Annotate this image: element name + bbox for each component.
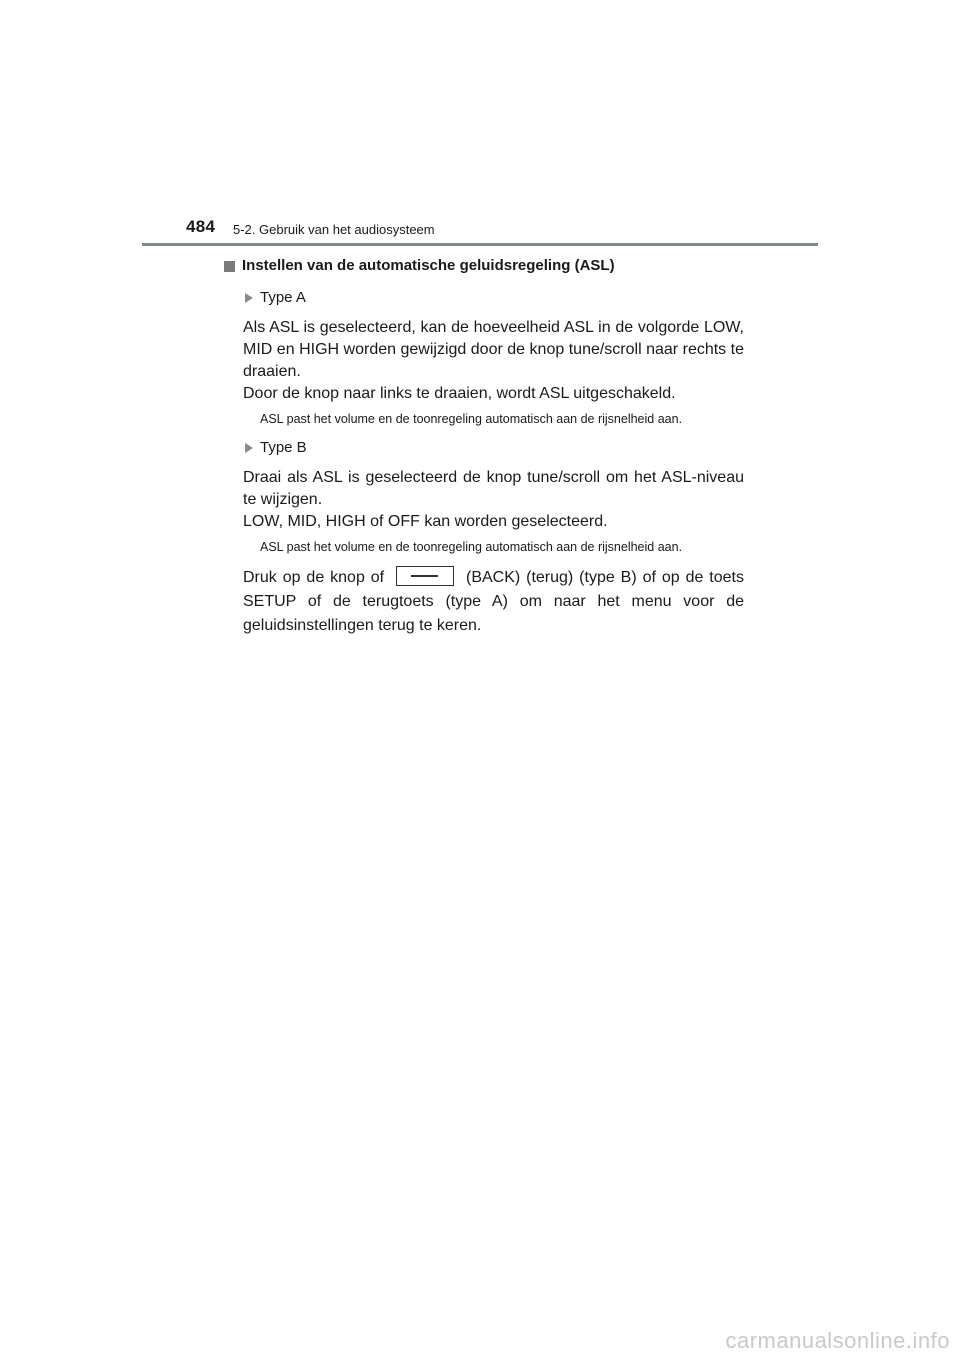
type-b-paragraph bbox=[243, 467, 744, 533]
type-a-label-text: Type A bbox=[260, 289, 306, 306]
type-a-paragraph-line: Als ASL is geselecteerd, kan de hoeveelheid ASL in de volgorde LOW, MID en HIGH worden gewijzigd door de knop tune/scroll naar rechts te draaien. bbox=[243, 319, 744, 380]
type-a-note: ASL past het volume en de toonregeling automatisch aan de rijsnelheid aan. bbox=[260, 412, 683, 426]
type-b-paragraph-line: Draai als ASL is geselecteerd de knop tune/scroll om het ASL-niveau te wijzigen. bbox=[243, 469, 744, 508]
type-b-paragraph-line: LOW, MID, HIGH of OFF kan worden geselecteerd. bbox=[243, 513, 608, 530]
page-header bbox=[0, 0, 960, 250]
section-heading-text: Instellen van de automatische geluidsregeling (ASL) bbox=[242, 257, 615, 274]
final-paragraph-start: Druk op de knop of bbox=[243, 569, 385, 586]
section-title: 5-2. Gebruik van het audiosysteem bbox=[233, 222, 435, 237]
main-content bbox=[224, 256, 744, 638]
final-paragraph bbox=[243, 566, 744, 638]
type-a-paragraph bbox=[243, 317, 744, 405]
triangle-arrow-icon bbox=[245, 443, 253, 453]
final-paragraph-end: (BACK) (terug) (type B) of op de toets SETUP of de terugtoets (type A) om naar het menu voor de geluidsinstellingen terug te keren. bbox=[243, 569, 744, 634]
type-b-note: ASL past het volume en de toonregeling automatisch aan de rijsnelheid aan. bbox=[260, 540, 683, 554]
header-divider bbox=[142, 243, 818, 246]
watermark: carmanualsonline.info bbox=[725, 1328, 950, 1353]
type-a-paragraph-line: Door de knop naar links te draaien, wordt ASL uitgeschakeld. bbox=[243, 385, 676, 402]
section-heading bbox=[224, 256, 744, 276]
page-number: 484 bbox=[186, 217, 216, 236]
triangle-arrow-icon bbox=[245, 293, 253, 303]
back-key-symbol bbox=[411, 575, 438, 577]
type-b-label-text: Type B bbox=[260, 439, 307, 456]
square-bullet-icon bbox=[224, 261, 235, 272]
type-b-label bbox=[243, 438, 744, 458]
type-a-label bbox=[243, 288, 744, 308]
back-button-icon bbox=[396, 566, 454, 586]
